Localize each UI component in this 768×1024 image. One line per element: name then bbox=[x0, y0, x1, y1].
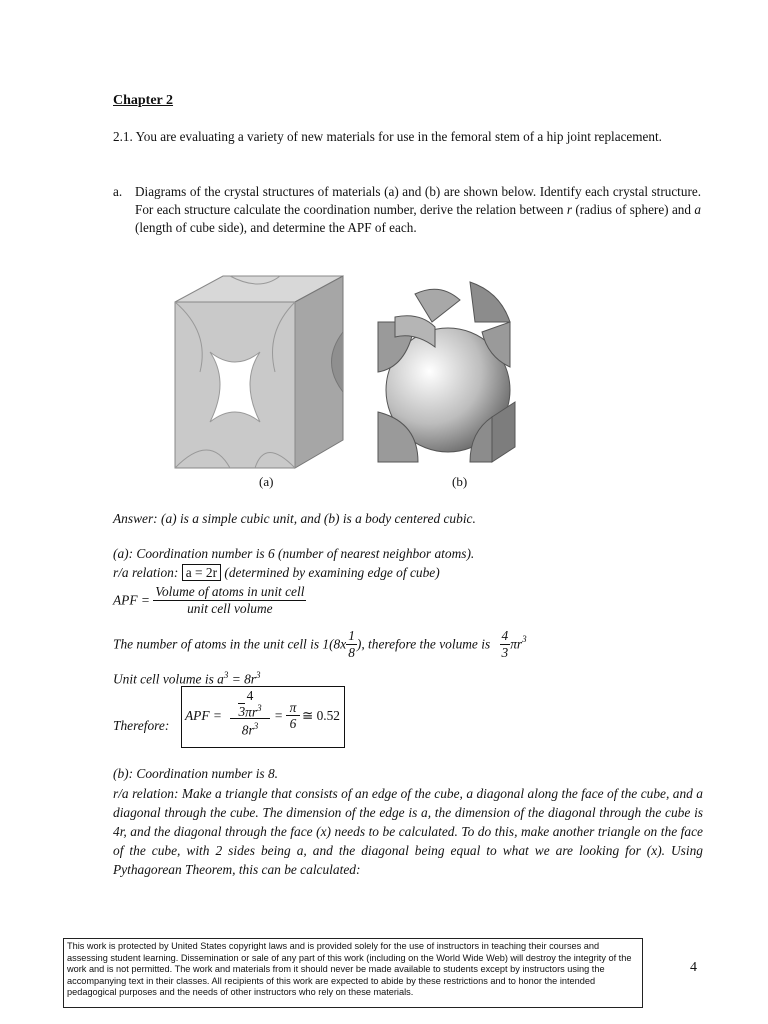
part-a-label: a. bbox=[113, 184, 123, 199]
apf-formula: APF = $\frac{\text{Volume of atoms in unit cell}}{\text{unit cell volume}}$ bbox=[113, 584, 305, 616]
crystal-figure bbox=[170, 272, 530, 477]
figure-caption-b: (b) bbox=[452, 474, 468, 489]
page-number: 4 bbox=[690, 960, 697, 975]
body-centered-cubic-diagram bbox=[378, 282, 515, 462]
answer-a-coordination: (a): Coordination number is 6 (number of nearest neighbor atoms). bbox=[113, 546, 475, 561]
answer-a-relation: r/a relation: a = 2r (determined by examining edge of cube) bbox=[113, 565, 440, 580]
part-a-body: Diagrams of the crystal structures of materials (a) and (b) are shown below. Identify each crystal structure. For each structure calculate the coordination number, derive the relation between r (radius of sphere) and a (length of cube side), and determine the APF of each. bbox=[135, 184, 701, 235]
answer-b-coordination: (b): Coordination number is 8. bbox=[113, 766, 279, 781]
question-part-a bbox=[113, 183, 701, 237]
relation-box: a = 2r bbox=[182, 564, 221, 581]
question-intro: 2.1. You are evaluating a variety of new materials for use in the femoral stem of a hip joint replacement. bbox=[113, 129, 662, 144]
answer-line: Answer: (a) is a simple cubic unit, and (b) is a body centered cubic. bbox=[113, 511, 476, 526]
simple-cubic-diagram bbox=[175, 276, 343, 468]
answer-b-paragraph: r/a relation: Make a triangle that consists of an edge of the cube, a diagonal along the face of the cube, and a diagonal through the cube. The dimension of the edge is a, the dimension of the diagonal through the cube is 4r, and the diagonal through the face (x) needs to be calculated. To do this, make another triangle on the face of the cube, with 2 sides being a, and the diagonal being equal to what we are looking for (x). Using Pythagorean Theorem, this can be calculated: bbox=[113, 786, 703, 877]
chapter-heading: Chapter 2 bbox=[113, 93, 174, 108]
apf-result-box: APF = 4 $3\pi r^3$ $8r^3$ = π 6 ≅ 0.52 bbox=[181, 686, 345, 748]
figure-caption-a: (a) bbox=[259, 474, 274, 489]
unit-cell-volume: Unit cell volume is $a^3 = 8r^3$ bbox=[113, 670, 261, 687]
therefore-label: Therefore: bbox=[113, 718, 170, 733]
atoms-in-cell: The number of atoms in the unit cell is 1(8x $\frac{1}{8}$ ), therefore the volume is $\frac{4}{3}$ $\pi r^3$ bbox=[113, 628, 527, 660]
copyright-notice: This work is protected by United States copyright laws and is provided solely for the use of instructors in teaching their courses and assessing student learning. Dissemination or sale of any part of this work (including on the World Wide Web) will destroy the integrity of the work and is not permitted. The work and materials from it should never be made available to students except by instructors using the accompanying text in their classes. All recipients of this work are expected to abide by these restrictions and to honor the intended pedagogical purposes and the needs of other instructors who rely on these materials. bbox=[63, 938, 643, 1008]
